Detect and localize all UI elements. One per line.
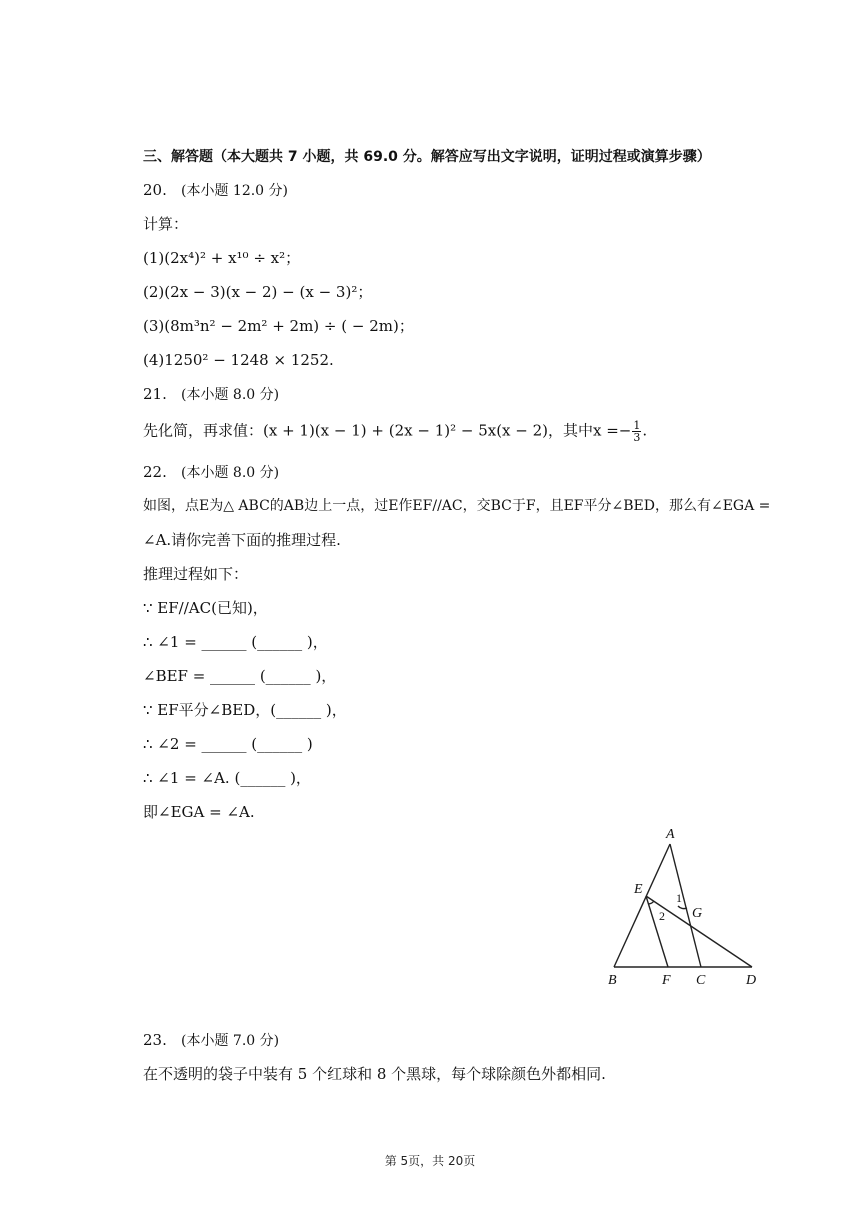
q22-line-3: 推理过程如下： — [143, 565, 249, 583]
label-B: B — [608, 973, 617, 988]
q22-step-6: ∴ ∠1 = ∠A. (______ )， — [143, 769, 311, 787]
label-angle-2: 2 — [659, 909, 665, 923]
q22-step-2: ∴ ∠1 = ______ (______ )， — [143, 633, 328, 651]
label-F: F — [662, 973, 671, 988]
q22-step-3: ∠BEF = ______ (______ )， — [143, 667, 337, 685]
q20-item-3: (3)(8m³n² − 2m² + 2m) ÷ ( − 2m)； — [143, 317, 414, 335]
page-footer: 第 5页，共 20页 — [384, 1154, 476, 1168]
q21-text — [143, 420, 647, 443]
q22-score: (本小题 8.0 分) — [181, 465, 280, 481]
q23-score: (本小题 7.0 分) — [181, 1033, 280, 1049]
q22-line-1: 如图，点E为△ ABC的AB边上一点，过E作EF//AC，交BC于F，且EF平分∠BED，那么有∠EGA = — [143, 498, 771, 514]
q20-score: (本小题 12.0 分) — [181, 183, 288, 199]
q20-heading — [143, 180, 288, 201]
section-header: 三、解答题（本大题共 7 小题，共 69.0 分。解答应写出文字说明，证明过程或演算步骤） — [143, 149, 711, 165]
label-G: G — [692, 906, 703, 921]
q21-expression: 先化简，再求值：(x + 1)(x − 1) + (2x − 1)² − 5x(x − 2)，其中x =− — [143, 421, 632, 440]
geometry-figure — [598, 822, 763, 990]
q22-line-2: ∠A.请你完善下面的推理过程. — [143, 531, 341, 549]
q23-text: 在不透明的袋子中装有 5 个红球和 8 个黑球，每个球除颜色外都相同. — [143, 1065, 606, 1083]
q22-step-7: 即∠EGA = ∠A. — [143, 803, 255, 821]
fraction-numerator: 1 — [633, 419, 641, 432]
fraction-denominator: 3 — [633, 431, 641, 444]
q22-step-1: ∵ EF//AC(已知)， — [143, 599, 268, 617]
angle-2-arc — [648, 901, 654, 904]
label-angle-1: 1 — [676, 891, 682, 905]
label-D: D — [746, 973, 757, 988]
q20-prompt: 计算： — [143, 215, 189, 233]
q20-item-2: (2)(2x − 3)(x − 2) − (x − 3)²； — [143, 283, 373, 301]
q21-score: (本小题 8.0 分) — [181, 387, 280, 403]
q22-step-4: ∵ EF平分∠BED，(______ )， — [143, 701, 347, 719]
q23-number: 23. — [143, 1031, 167, 1049]
q22-step-5: ∴ ∠2 = ______ (______ ) — [143, 735, 313, 753]
q21-fraction — [632, 420, 641, 443]
q21-end: . — [642, 421, 648, 440]
q20-item-4: (4)1250² − 1248 × 1252. — [143, 351, 334, 369]
label-C: C — [696, 973, 706, 988]
segment-EF — [646, 896, 668, 967]
label-E: E — [634, 882, 643, 897]
q20-number: 20. — [143, 181, 167, 199]
q23-heading — [143, 1030, 279, 1051]
q22-number: 22. — [143, 463, 167, 481]
label-A: A — [666, 827, 675, 842]
q21-heading — [143, 384, 279, 405]
q20-item-1: (1)(2x⁴)² + x¹⁰ ÷ x²； — [143, 249, 301, 267]
q22-heading — [143, 462, 279, 483]
q21-number: 21. — [143, 385, 167, 403]
